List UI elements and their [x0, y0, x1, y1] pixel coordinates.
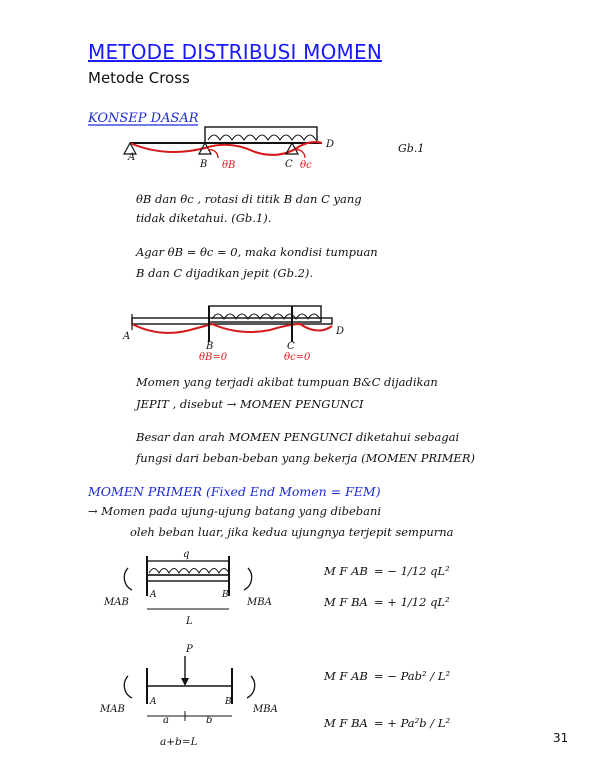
theta-B-label: θB — [222, 160, 236, 171]
page-subtitle: Metode Cross — [88, 69, 190, 87]
s1-line-8: fungsi dari beban-beban yang bekerja (MOMEN PRIMER) — [136, 451, 475, 465]
page-title: METODE DISTRIBUSI MOMEN — [88, 40, 383, 64]
s2-line-2: oleh beban luar, jika kedua ujungnya terjepit sempurna — [130, 525, 454, 539]
case1-A: A — [150, 590, 157, 600]
s1-line-7: Besar dan arah MOMEN PENGUNCI diketahui sebagai — [136, 430, 460, 444]
fig2-beam — [132, 318, 332, 324]
fig2-theta-C: θc=0 — [284, 352, 311, 363]
case2-MAB: MAB — [100, 704, 125, 715]
case2-B: B — [225, 697, 232, 707]
node-A: A — [128, 152, 136, 163]
fig2-node-B: B — [206, 341, 214, 352]
load-zigzag — [208, 135, 316, 140]
node-D: D — [326, 139, 335, 150]
case1-MAB: MAB — [104, 597, 129, 608]
case1-moment-left-icon — [124, 568, 132, 590]
case2-MBA: MBA — [253, 704, 278, 715]
case2-formula1-rhs: = − Pab² / L² — [374, 669, 451, 683]
s2-line-1: → Momen pada ujung-ujung batang yang dibebani — [88, 504, 382, 518]
case1-formula2-lhs: M F BA — [324, 595, 368, 609]
case1-load-zigzag — [149, 569, 229, 574]
case2-formula2-rhs: = + Pa²b / L² — [374, 716, 451, 730]
s1-line-4: B dan C dijadikan jepit (Gb.2). — [136, 266, 314, 280]
node-B: B — [200, 159, 208, 170]
case1-MBA: MBA — [247, 597, 272, 608]
case2-span-note: a+b=L — [160, 736, 198, 748]
s1-line-1: θB dan θc , rotasi di titik B dan C yang — [136, 192, 362, 206]
case2-b: b — [206, 715, 213, 726]
case2-load-arrowhead-icon — [181, 678, 189, 686]
case2-formula2-lhs: M F BA — [324, 716, 368, 730]
s1-line-6: JEPIT , disebut → MOMEN PENGUNCI — [136, 397, 364, 411]
case2-figure — [99, 644, 278, 748]
theta-C-label: θc — [300, 160, 312, 171]
case2-load-label: P — [186, 644, 193, 655]
fig2-theta-B: θB=0 — [199, 352, 228, 363]
figure-1-beam — [124, 127, 424, 171]
fig2-deflected-shape — [132, 324, 332, 333]
figure-1-label: Gb.1 — [398, 142, 425, 155]
case1-figure — [103, 549, 272, 627]
case1-beam — [147, 575, 229, 581]
case1-load-label: q — [183, 549, 190, 560]
case1-formula1-rhs: = − 1/12 qL² — [374, 564, 450, 578]
s1-line-2: tidak diketahui. (Gb.1). — [136, 211, 272, 225]
case1-L: L — [186, 616, 193, 627]
case1-moment-right-icon — [244, 568, 252, 590]
s1-line-3: Agar θB = θc = 0, maka kondisi tumpuan — [136, 245, 378, 259]
case1-B: B — [222, 590, 229, 600]
case2-formula1-lhs: M F AB — [324, 669, 368, 683]
case1-formula2-rhs: = + 1/12 qL² — [374, 595, 450, 609]
section1-heading: KONSEP DASAR — [88, 111, 199, 126]
case2-a: a — [163, 715, 169, 726]
fig2-node-D: D — [336, 326, 345, 337]
s1-line-5: Momen yang terjadi akibat tumpuan B&C dijadikan — [136, 375, 438, 389]
fig2-node-C: C — [287, 341, 295, 352]
node-C: C — [285, 159, 293, 170]
case2-moment-right-icon — [247, 676, 255, 698]
figure-2-beam — [122, 306, 344, 363]
case1-formula1-lhs: M F AB — [324, 564, 368, 578]
page-number: 31 — [553, 731, 569, 745]
section2-heading: MOMEN PRIMER (Fixed End Momen = FEM) — [88, 484, 381, 499]
fig2-node-A: A — [123, 331, 131, 342]
case2-A: A — [150, 697, 157, 707]
case2-moment-left-icon — [124, 676, 132, 698]
